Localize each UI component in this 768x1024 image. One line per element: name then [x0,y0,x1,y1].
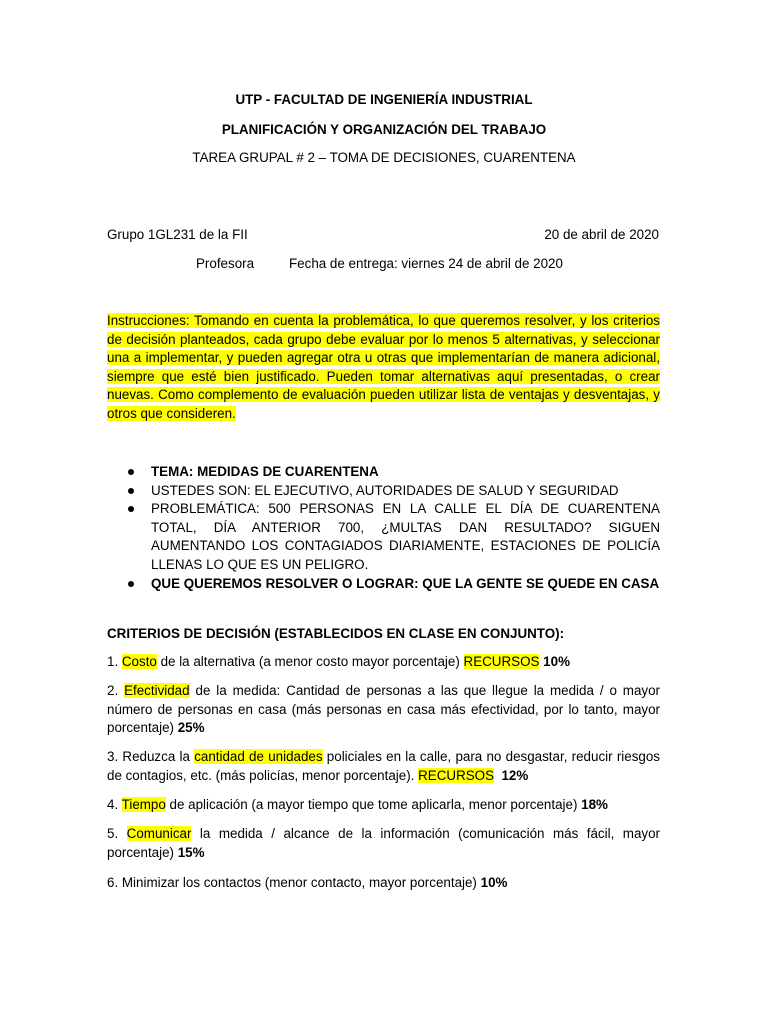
course-heading: PLANIFICACIÓN Y ORGANIZACIÓN DEL TRABAJO [221,122,547,137]
bullet-list [107,463,660,593]
assignment-heading: TAREA GRUPAL # 2 – TOMA DE DECISIONES, CUARENTENA [192,150,576,165]
resource-tag: RECURSOS [463,654,540,669]
bullet-item-problem: PROBLEMÁTICA: 500 PERSONAS EN LA CALLE EL DÍA DE CUARENTENA TOTAL, DÍA ANTERIOR 700, ¿MULTAS DAN RESULTADO? SIGUEN AUMENTANDO LOS CONTAGIADOS DIARIAMENTE, ESTACIONES DE POLICÍA LLENAS LO QUE ES UN PELIGRO. [107,500,660,574]
criterion-key: Costo [121,654,157,669]
university-heading: UTP - FACULTAD DE INGENIERÍA INDUSTRIAL [235,92,533,107]
resource-tag: RECURSOS [418,767,495,783]
bullet-icon [128,488,134,494]
criterion-weight: 12% [501,767,529,783]
bullet-icon [128,506,134,512]
due-date-label: Fecha de entrega: viernes 24 de abril de 2020 [289,256,563,271]
bullet-item-topic: TEMA: MEDIDAS DE CUARENTENA [107,463,660,482]
criterion-3: 3. Reduzca la cantidad de unidades policiales en la calle, para no desgastar, reducir riesgos de contagios, etc. (más policías, menor porcentaje). RECURSOS 12% [107,749,660,783]
criterion-4: 4. Tiempo de aplicación (a mayor tiempo que tome aplicarla, menor porcentaje) 18% [107,797,608,812]
instructions-text: Instrucciones: Tomando en cuenta la problemática, lo que queremos resolver, y los criterios de decisión planteados, cada grupo debe evaluar por lo menos 5 alternativas, y seleccionar una a implementar, y pueden agregar otra u otras que implementarían de manera adicional, siempre que esté bien justificado. Pueden tomar alternativas aquí presentadas, o crear nuevas. Como complemento de evaluación pueden utilizar lista de ventajas y desventajas, y otros que consideren. [107,313,660,421]
criterion-5: 5. Comunicar la medida / alcance de la información (comunicación más fácil, mayor porcentaje) 15% [107,826,660,860]
instructions-paragraph [107,312,660,424]
criterion-2: 2. Efectividad de la medida: Cantidad de personas a las que llegue la medida / o mayor número de personas en casa (más personas en casa más efectividad, por lo tanto, mayor porcentaje) 25% [107,683,661,736]
criterion-1: 1. Costo de la alternativa (a menor costo mayor porcentaje) RECURSOS 10% [107,654,570,669]
date-label: 20 de abril de 2020 [544,227,659,242]
criterion-weight: 25% [177,720,205,736]
criterion-6: 6. Minimizar los contactos (menor contacto, mayor porcentaje) 10% [107,875,508,890]
bullet-icon [128,581,134,587]
criterion-key: cantidad de unidades [194,749,323,764]
criterion-key: Comunicar [126,826,192,841]
professor-label: Profesora [196,256,255,271]
criterion-weight: 10% [543,654,570,669]
criterion-key: Efectividad [124,683,190,698]
bullet-icon [128,469,134,475]
criterion-weight: 15% [177,844,205,860]
bullet-item-role: USTEDES SON: EL EJECUTIVO, AUTORIDADES DE SALUD Y SEGURIDAD [107,482,660,501]
criterion-weight: 10% [480,875,508,890]
criteria-title: CRITERIOS DE DECISIÓN (ESTABLECIDOS EN CLASE EN CONJUNTO): [107,626,565,641]
bullet-item-goal: QUE QUEREMOS RESOLVER O LOGRAR: QUE LA GENTE SE QUEDE EN CASA [107,575,660,594]
group-label: Grupo 1GL231 de la FII [107,227,248,242]
criterion-key: Tiempo [121,797,166,812]
criterion-weight: 18% [581,797,608,812]
